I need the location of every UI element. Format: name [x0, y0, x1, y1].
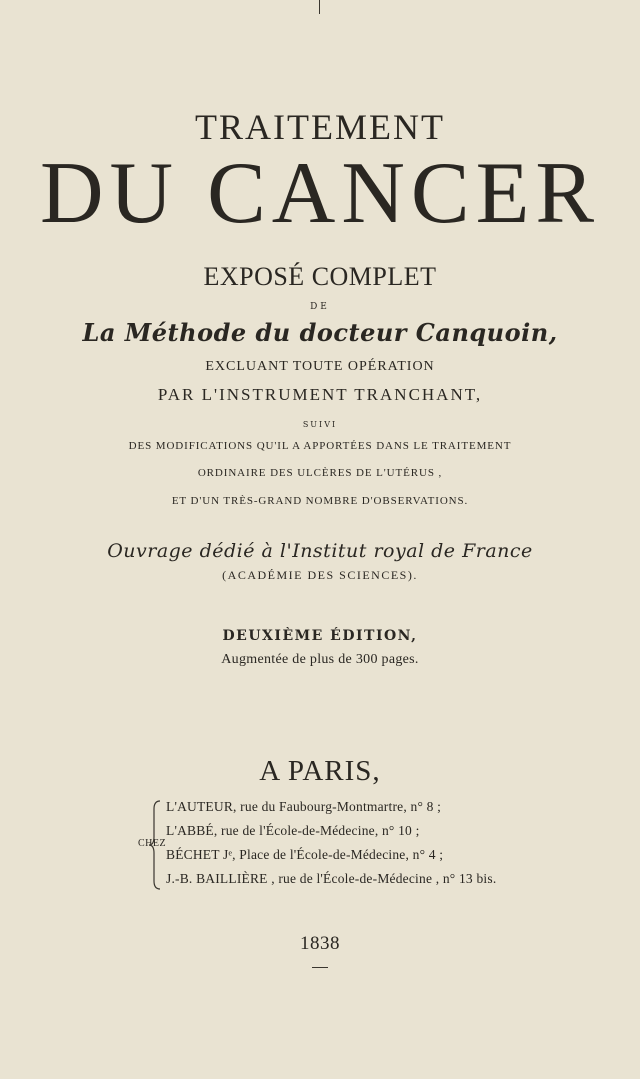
dedication-line: Ouvrage dédié à l'Institut royal de France	[107, 540, 533, 562]
top-mark	[319, 0, 320, 14]
modifications-line-2: ORDINAIRE DES ULCÈRES DE L'UTÉRUS ,	[197, 467, 443, 479]
suivi-line: SUIVI	[302, 420, 338, 429]
academie-line: (ACADÉMIE DES SCIENCES).	[222, 568, 418, 582]
title-line-1: TRAITEMENT	[195, 107, 445, 147]
title-line-2: DU CANCER	[39, 145, 601, 242]
chez-label: CHEZ	[138, 838, 167, 849]
publication-year: 1838	[300, 933, 340, 954]
augmentee-line: Augmentée de plus de 300 pages.	[221, 652, 419, 667]
publisher-line-2: L'ABBÉ, rue de l'École-de-Médecine, n° 10 ;	[166, 823, 420, 838]
modifications-line-1: DES MODIFICATIONS QU'IL A APPORTÉES DANS LE TRAITEMENT	[128, 440, 512, 452]
edition-line: DEUXIÈME ÉDITION,	[222, 628, 418, 644]
subtitle-de: DE	[310, 302, 330, 312]
divider	[312, 967, 328, 968]
methode-line: La Méthode du docteur Canquoin,	[82, 318, 558, 347]
instrument-line: PAR L'INSTRUMENT TRANCHANT,	[157, 385, 483, 404]
publisher-line-3: BÉCHET Jᵉ, Place de l'École-de-Médecine, n° 4 ;	[166, 847, 444, 862]
excluant-line: EXCLUANT TOUTE OPÉRATION	[205, 359, 435, 374]
publisher-line-4: J.-B. BAILLIÈRE , rue de l'École-de-Médecine , n° 13 bis.	[166, 871, 497, 886]
subtitle: EXPOSÉ COMPLET	[203, 262, 437, 291]
publisher-line-1: L'AUTEUR, rue du Faubourg-Montmartre, n° 8 ;	[166, 799, 442, 814]
brace-icon	[148, 799, 162, 891]
modifications-line-3: ET D'UN TRÈS-GRAND NOMBRE D'OBSERVATIONS.	[171, 495, 469, 507]
place-line: A PARIS,	[259, 755, 381, 787]
